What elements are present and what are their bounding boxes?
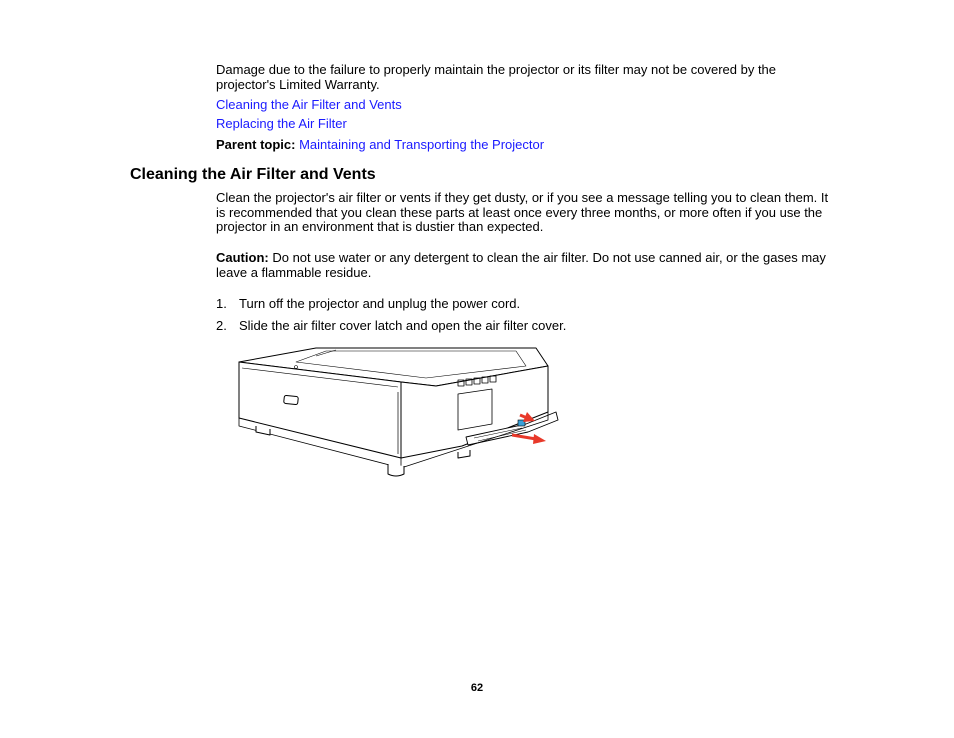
projector-illustration (236, 342, 562, 482)
step-text: Slide the air filter cover latch and open the air filter cover. (239, 318, 567, 333)
intro-warranty-note: Damage due to the failure to properly maintain the projector or its filter may not be covered by the projector's Limited Warranty. (216, 62, 777, 92)
step-number: 2. (216, 318, 227, 333)
parent-topic-label: Parent topic: (216, 137, 296, 152)
link-replacing-air-filter[interactable]: Replacing the Air Filter (216, 116, 347, 131)
open-arrow-icon (512, 434, 546, 444)
caution-label: Caution: (216, 250, 269, 265)
caution-note (216, 251, 836, 280)
caution-text: Do not use water or any detergent to clean the air filter. Do not use canned air, or the gases may leave a flammable residue. (216, 250, 826, 280)
step-number: 1. (216, 296, 227, 311)
link-cleaning-air-filter[interactable]: Cleaning the Air Filter and Vents (216, 97, 402, 112)
step-text: Turn off the projector and unplug the power cord. (239, 296, 521, 311)
page-number: 62 (470, 682, 484, 694)
section-heading: Cleaning the Air Filter and Vents (130, 166, 376, 183)
link-parent-topic[interactable]: Maintaining and Transporting the Projector (299, 137, 545, 152)
section-paragraph: Clean the projector's air filter or vents if they get dusty, or if you see a message telling you to clean them. It is recommended that you clean these parts at least once every three months, or more often if you use the projector in an environment that is dustier than expected. (216, 190, 829, 234)
parent-topic (216, 138, 544, 153)
